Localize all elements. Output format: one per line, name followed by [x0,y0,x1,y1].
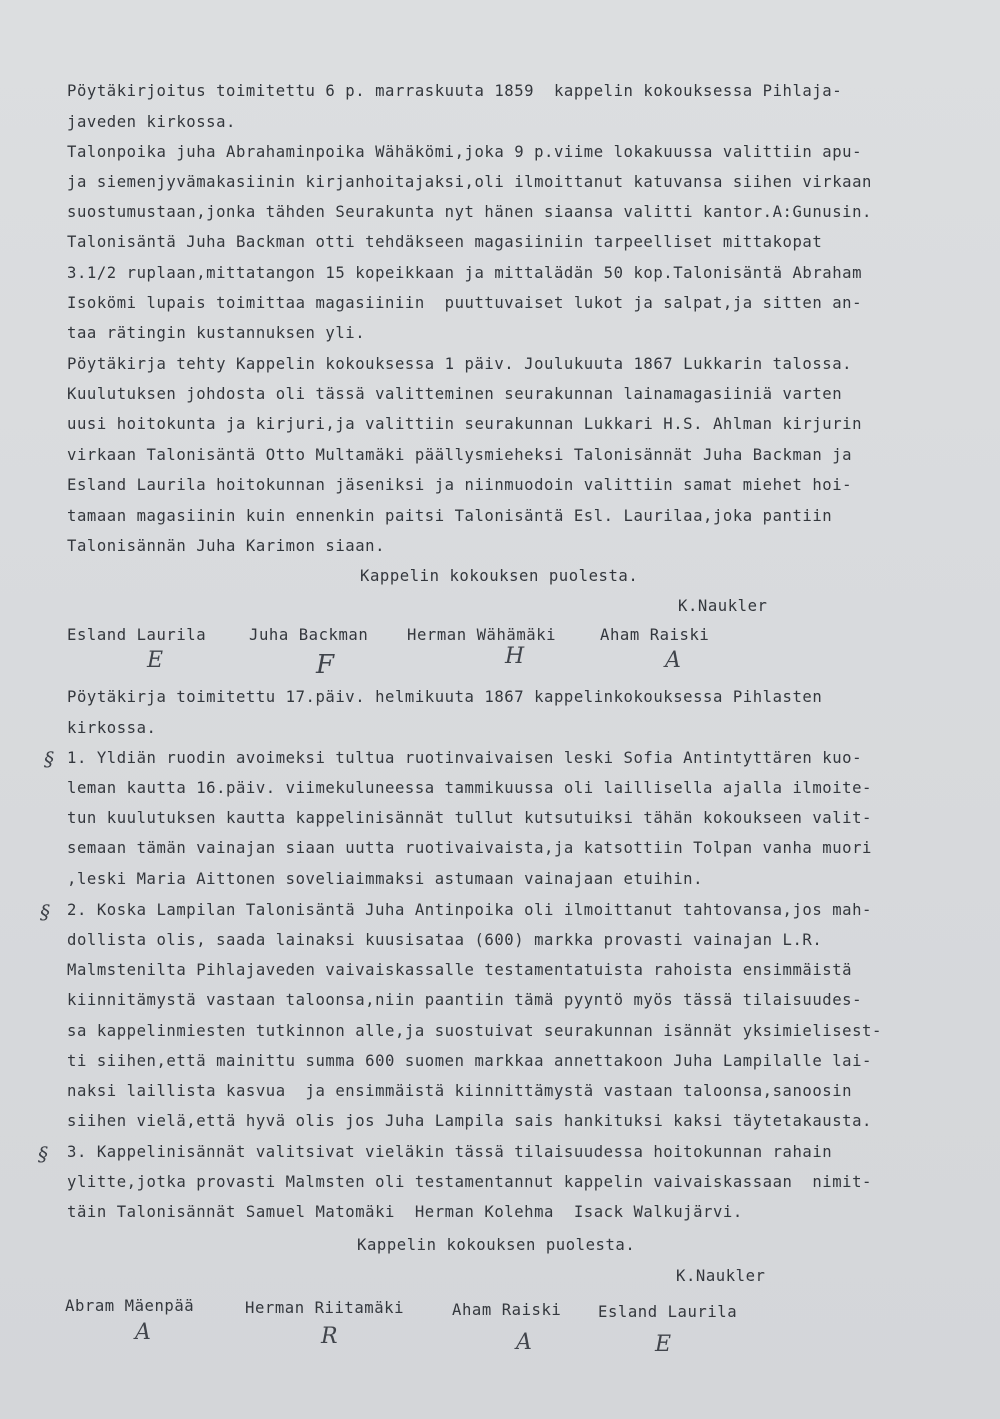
text-line: Esland Laurila hoitokunnan jäseniksi ja niinmuodoin valittiin samat miehet hoi- [67,476,853,494]
signature-name: Juha Backman [249,626,369,644]
closing-text: Kappelin kokouksen puolesta. [360,567,639,585]
handwritten-initial: F [316,650,335,680]
text-line: Talonisännän Juha Karimon siaan. [67,537,386,555]
text-line: leman kautta 16.päiv. viimekuluneessa tammikuussa oli laillisella ajalla ilmoite- [67,779,872,797]
text-line: sa kappelinmiesten tutkinnon alle,ja suostuivat seurakunnan isännät yksimielisest- [67,1022,882,1040]
section-mark: § [44,747,54,771]
text-line: Isokömi lupais toimittaa magasiiniin puuttuvaiset lukot ja salpat,ja sitten an- [67,294,863,312]
signer-name: K.Naukler [678,597,768,615]
handwritten-initial: A [665,648,681,673]
signature-name: Abram Mäenpää [65,1297,195,1315]
section-mark: § [40,900,50,924]
signature-name: Esland Laurila [598,1303,738,1321]
signature-name: Aham Raiski [600,626,710,644]
text-line: 2. Koska Lampilan Talonisäntä Juha Antinpoika oli ilmoittanut tahtovansa,jos mah- [67,901,872,919]
text-line: naksi laillista kasvua ja ensimmäistä kiinnittämystä vastaan taloonsa,sanoosin [67,1082,853,1100]
text-line: javeden kirkossa. [67,113,236,131]
closing-text: Kappelin kokouksen puolesta. [357,1236,636,1254]
text-line: uusi hoitokunta ja kirjuri,ja valittiin seurakunnan Lukkari H.S. Ahlman kirjurin [67,415,863,433]
text-line: Pöytäkirja tehty Kappelin kokouksessa 1 päiv. Joulukuuta 1867 Lukkarin talossa. [67,355,853,373]
handwritten-initial: A [135,1320,151,1345]
text-line: semaan tämän vainajan siaan uutta ruotivaivaista,ja katsottiin Tolpan vanha muori [67,839,872,857]
text-line: ja siemenjyvämakasiinin kirjanhoitajaksi,oli ilmoittanut katuvansa siihen virkaan [67,173,872,191]
handwritten-initial: E [147,648,164,673]
text-line: tun kuulutuksen kautta kappelinisännät tullut kutsutuiksi tähän kokoukseen valit- [67,809,872,827]
signature-name: Esland Laurila [67,626,207,644]
text-line: täin Talonisännät Samuel Matomäki Herman Kolehma Isack Walkujärvi. [67,1203,743,1221]
text-line: kirkossa. [67,719,157,737]
text-line: Talonpoika juha Abrahaminpoika Wähäkömi,joka 9 p.viime lokakuussa valittiin apu- [67,143,863,161]
text-line: siihen vielä,että hyvä olis jos Juha Lampila sais hankituksi kaksi täytetakausta. [67,1112,872,1130]
text-line: 1. Yldiän ruodin avoimeksi tultua ruotinvaivaisen leski Sofia Antintyttären kuo- [67,749,863,767]
section-mark: § [38,1142,48,1166]
signature-name: Aham Raiski [452,1301,562,1319]
handwritten-initial: R [321,1324,338,1349]
text-line: taa rätingin kustannuksen yli. [67,324,366,342]
text-line: ti siihen,että mainittu summa 600 suomen markkaa annettakoon Juha Lampilalle lai- [67,1052,872,1070]
handwritten-initial: H [505,644,525,669]
text-line: virkaan Talonisäntä Otto Multamäki päällysmieheksi Talonisännät Juha Backman ja [67,446,853,464]
text-line: Pöytäkirjoitus toimitettu 6 p. marraskuuta 1859 kappelin kokouksessa Pihlaja- [67,82,843,100]
text-line: tamaan magasiinin kuin ennenkin paitsi Talonisäntä Esl. Laurilaa,joka pantiin [67,507,833,525]
text-line: 3. Kappelinisännät valitsivat vieläkin tässä tilaisuudessa hoitokunnan rahain [67,1143,833,1161]
text-line: Kuulutuksen johdosta oli tässä valitteminen seurakunnan lainamagasiiniä varten [67,385,843,403]
text-line: ,leski Maria Aittonen soveliaimmaksi astumaan vainajaan etuihin. [67,870,704,888]
text-line: 3.1/2 ruplaan,mittatangon 15 kopeikkaan ja mittalädän 50 kop.Talonisäntä Abraham [67,264,863,282]
text-line: Pöytäkirja toimitettu 17.päiv. helmikuuta 1867 kappelinkokouksessa Pihlasten [67,688,823,706]
signer-name: K.Naukler [676,1267,766,1285]
handwritten-initial: A [516,1330,532,1355]
signature-name: Herman Riitamäki [245,1299,405,1317]
text-line: dollista olis, saada lainaksi kuusisataa (600) markka provasti vainajan L.R. [67,931,823,949]
text-line: Talonisäntä Juha Backman otti tehdäkseen magasiiniin tarpeelliset mittakopat [67,233,823,251]
text-line: suostumustaan,jonka tähden Seurakunta nyt hänen siaansa valitti kantor.A:Gunusin. [67,203,872,221]
text-line: Malmstenilta Pihlajaveden vaivaiskassalle testamentatuista rahoista ensimmäistä [67,961,853,979]
handwritten-initial: E [655,1332,672,1357]
text-line: ylitte,jotka provasti Malmsten oli testamentannut kappelin vaivaiskassaan nimit- [67,1173,872,1191]
signature-name: Herman Wähämäki [407,626,557,644]
text-line: kiinnitämystä vastaan taloonsa,niin paantiin tämä pyyntö myös tässä tilaisuudes- [67,991,863,1009]
